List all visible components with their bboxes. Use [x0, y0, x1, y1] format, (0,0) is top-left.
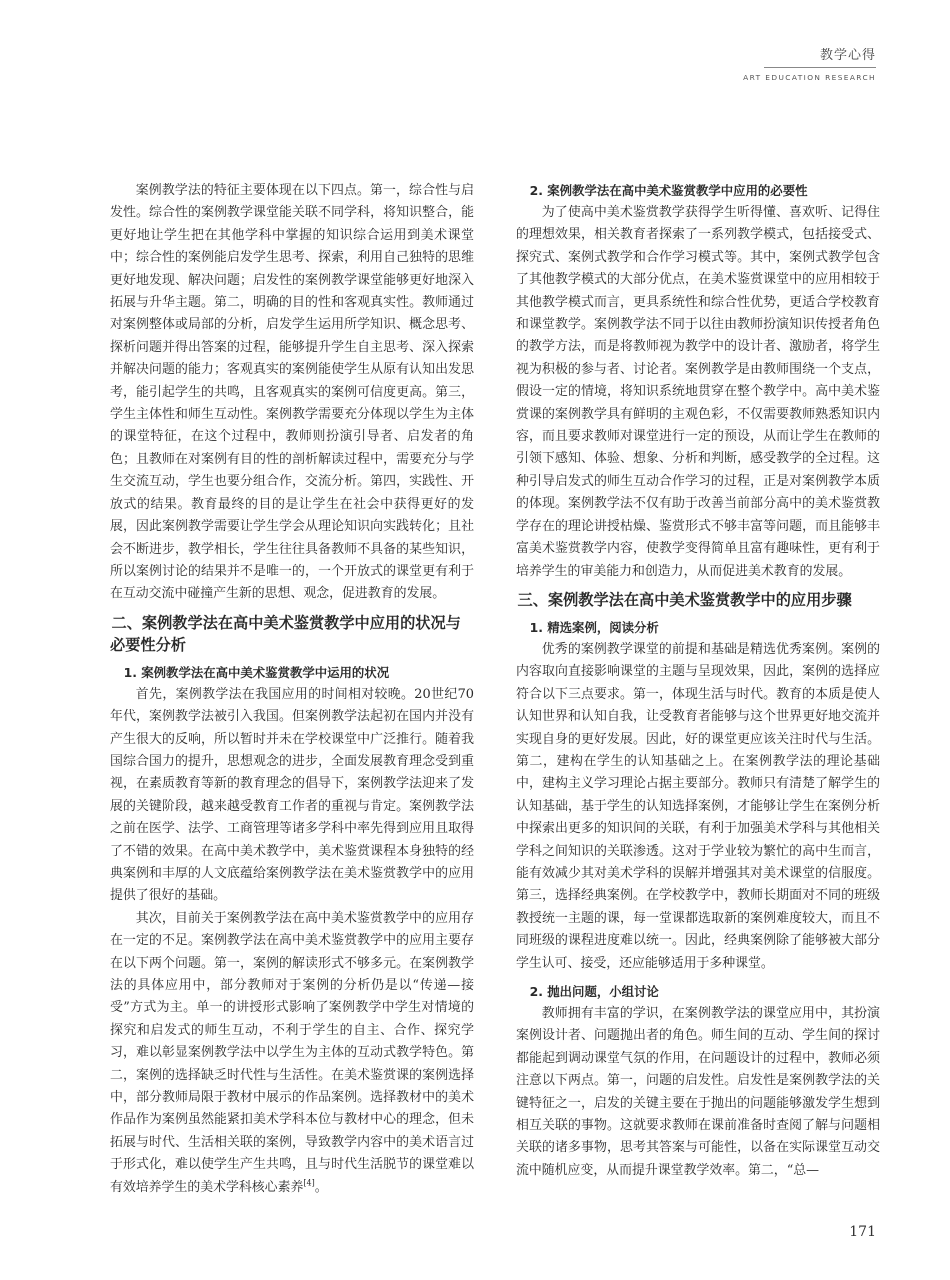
right-column: [516, 180, 880, 1182]
paragraph: 优秀的案例教学课堂的前提和基础是精选优秀案例。案例的内容取向直接影响课堂的主题与呈现效果，因此，案例的选择应符合以下三点要求。第一，体现生活与时代。教育的本质是使人认知世界和认知自我，让受教育者能够与这个世界更好地交流并实现自身的更好发展。因此，好的课堂更应该关注时代与生活。第二，建构在学生的认知基础之上。在案例教学法的理论基础中，建构主义学习理论占据主要部分。教师只有清楚了解学生的认知基础，基于学生的认知选择案例，才能够让学生在案例分析中探索出更多的知识间的关联，有利于加强美术学科与其他相关学科之间知识的关联渗透。这对于学业较为繁忙的高中生而言，能有效减少其对美术学科的误解并增强其对美术课堂的信服度。第三，选择经典案例。在学校教学中，教师长期面对不同的班级教授统一主题的课，每一堂课都选取新的案例难度较大，而且不同班级的课程进度难以统一。因此，经典案例除了能够被大部分学生认可、接受，还应能够适用于多种课堂。: [516, 641, 880, 971]
paragraph: [110, 908, 474, 1199]
paragraph: 首先，案例教学法在我国应用的时间相对较晚。20世纪70年代，案例教学法被引入我国。但案例教学法起初在国内并没有产生很大的反响，所以暂时并未在学校课堂中广泛推行。随着我国综合国力的提升，思想观念的进步，全面发展教育理念受到重视，在素质教育等新的教育理念的倡导下，案例教学法迎来了发展的关键阶段，越来越受教育工作者的重视与肯定。案例教学法之前在医学、法学、工商管理等诸多学科中率先得到应用且取得了不错的效果。在高中美术教学中，美术鉴赏课程本身独特的经典案例和丰厚的人文底蕴给案例教学法在美术鉴赏教学中的应用提供了很好的基础。: [110, 686, 474, 904]
section-heading: 三、案例教学法在高中美术鉴赏教学中的应用步骤: [517, 590, 852, 609]
section-heading: 二、案例教学法在高中美术鉴赏教学中应用的状况与必要性分析: [110, 613, 461, 654]
subsection-heading: 2. 案例教学法在高中美术鉴赏教学中应用的必要性: [529, 183, 808, 198]
paragraph-end: 。: [314, 1179, 328, 1195]
header-rule: [764, 67, 876, 68]
citation-ref: [4]: [303, 1178, 315, 1188]
paragraph-text: 其次，目前关于案例教学法在高中美术鉴赏教学中的应用存在一定的不足。案例教学法在高中美术鉴赏教学中的应用主要存在以下两个问题。第一，案例的解读形式不够多元。在案例教学法的具体应用中，部分教师对于案例的分析仍是以“传递—接受”方式为主。单一的讲授形式影响了案例教学中学生对情境的探究和启发式的师生互动，不利于学生的自主、合作、探究学习，难以彰显案例教学法中以学生为主体的互动式教学特色。第二，案例的选择缺乏时代性与生活性。在美术鉴赏课的案例选择中，部分教师局限于教材中展示的作品案例。选择教材中的美术作品作为案例虽然能紧扣美术学科本位与教材中心的理念，但未拓展与时代、生活相关联的案例，导致教学内容中的美术语言过于形式化，难以使学生产生共鸣，且与时代生活脱节的课堂难以有效培养学生的美术学科核心素养: [110, 910, 474, 1195]
page-number: 171: [849, 1224, 876, 1240]
section-subtitle: ART EDUCATION RESEARCH: [743, 73, 876, 82]
subsection-heading: 1. 精选案例，阅读分析: [529, 619, 659, 635]
running-header: [743, 44, 876, 82]
subsection-heading: 2. 抛出问题，小组讨论: [529, 984, 659, 999]
paragraph: 案例教学法的特征主要体现在以下四点。第一，综合性与启发性。综合性的案例教学课堂能关联不同学科，将知识整合，能更好地让学生把在其他学科中掌握的知识综合运用到美术课堂中；综合性的案例能启发学生思考、探索，利用自己独特的思维更好地发现、解决问题；启发性的案例教学课堂能够更好地深入拓展与升华主题。第二，明确的目的性和客观真实性。教师通过对案例整体或局部的分析，启发学生运用所学知识、概念思考、探析问题并得出答案的过程，能够提升学生自主思考、深入探索并解决问题的能力；客观真实的案例能使学生从原有认知出发思考，能引起学生的共鸣，且客观真实的案例可信度更高。第三，学生主体性和师生互动性。案例教学需要充分体现以学生为主体的课堂特征，在这个过程中，教师则扮演引导者、启发者的角色；且教师在对案例有目的性的剖析解读过程中，需要充分与学生交流互动，学生也要分组合作，交流分析。第四，实践性、开放式的结果。教育最终的目的是让学生在社会中获得更好的发展，因此案例教学需要让学生学会从理论知识向实践转化；且社会不断进步，教学相长，学生往往具备教师不具备的某些知识，所以案例讨论的结果并不是唯一的，一个开放式的课堂更有利于在互动交流中碰撞产生新的思想、观念，促进教育的发展。: [110, 183, 474, 602]
subsection-heading: 1. 案例教学法在高中美术鉴赏教学中运用的状况: [123, 664, 390, 680]
paragraph: 为了使高中美术鉴赏教学获得学生听得懂、喜欢听、记得住的理想效果，相关教育者探索了一系列教学模式，包括接受式、探究式、案例式教学和合作学习模式等。其中，案例式教学包含了其他教学模式的大部分优点，在美术鉴赏课堂中的应用相较于其他教学模式而言，更具系统性和综合性优势，更适合学校教育和课堂教学。案例教学法不同于以往由教师扮演知识传授者角色的教学方法，而是将教师视为教学中的设计者、激励者，将学生视为积极的参与者、讨论者。案例教学是由教师围绕一个支点，假设一定的情境，将知识系统地贯穿在整个教学中。高中美术鉴赏课的案例教学具有鲜明的主观色彩，不仅需要教师熟悉知识内容，而且要求教师对课堂进行一定的预设，从而让学生在教师的引领下感知、体验、想象、分析和判断，感受教学的全过程。这种引导启发式的师生互动合作学习的过程，正是对案例教学本质的体现。案例教学法不仅有助于改善当前部分高中的美术鉴赏教学存在的理论讲授枯燥、鉴赏形式不够丰富等问题，而且能够丰富美术鉴赏教学内容，使教学变得简单且富有趣味性，更有利于培养学生的审美能力和创造力，从而促进美术教育的发展。: [516, 205, 880, 579]
left-column: [110, 180, 474, 1199]
section-title: 教学心得: [819, 48, 876, 63]
paragraph: 教师拥有丰富的学识，在案例教学法的课堂应用中，其扮演案例设计者、问题抛出者的角色。师生间的互动、学生间的探讨都能起到调动课堂气氛的作用，在问题设计的过程中，教师必须注意以下两点。第一，问题的启发性。启发性是案例教学法的关键特征之一，启发的关键主要在于抛出的问题能够激发学生想到相互关联的事物。这就要求教师在课前准备时查阅了解与问题相关联的诸多事物，思考其答案与可能性，以备在实际课堂互动交流中随机应变，从而提升课堂教学效率。第二，“总—: [516, 1006, 880, 1178]
